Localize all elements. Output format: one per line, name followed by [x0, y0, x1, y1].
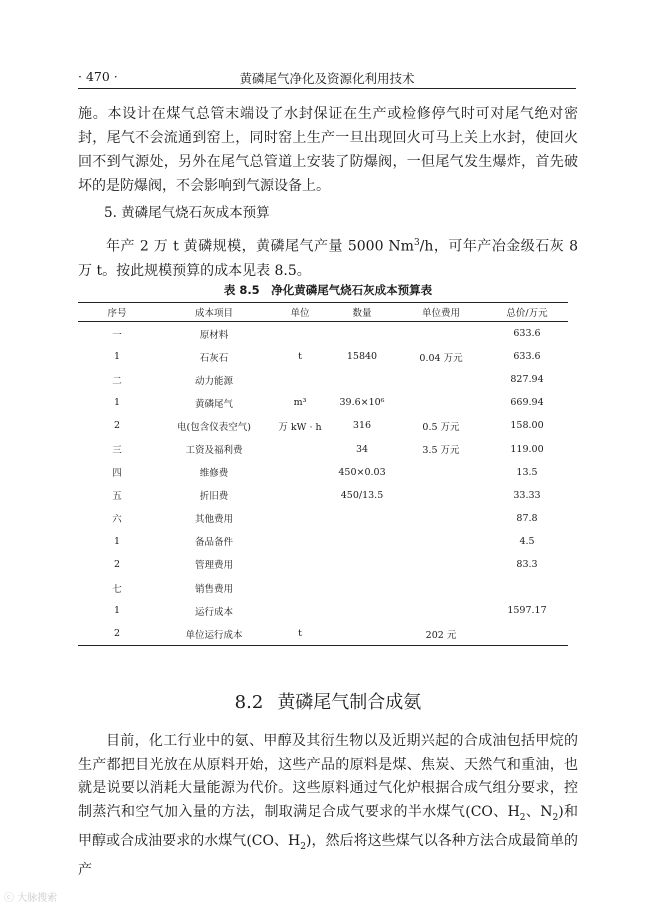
section-number: 8.2: [234, 692, 264, 713]
table-cell: 黄磷尾气: [194, 398, 233, 410]
subscript: 2: [552, 812, 559, 823]
table-row: [78, 414, 568, 437]
table-cell: 450/13.5: [340, 489, 384, 501]
paragraph-text: 、N: [525, 803, 553, 820]
table-cell: [272, 484, 328, 507]
superscript: 3: [413, 238, 420, 248]
table-cell: 633.6: [513, 328, 541, 340]
table-cell: [272, 322, 328, 346]
column-header: 序号: [78, 303, 156, 322]
table-cell: 1: [113, 351, 121, 363]
table-cell: 四: [112, 468, 122, 480]
table-cell: [396, 461, 486, 484]
table-cell: [328, 322, 396, 346]
table-row: [78, 507, 568, 530]
table-cell: 二: [112, 375, 122, 387]
table-cell: [272, 368, 328, 391]
table-cell: [396, 530, 486, 553]
table-cell: 六: [112, 514, 122, 526]
table-cell: 827.94: [510, 374, 544, 386]
table-cell: 万 kW · h: [278, 421, 322, 433]
column-header: 总价/万元: [486, 303, 568, 322]
table-cell: 39.6×10⁶: [339, 397, 385, 409]
table-cell: 工资及福利费: [185, 445, 243, 457]
table-cell: 其他费用: [194, 514, 233, 526]
table-row: [78, 345, 568, 368]
table-cell: 87.8: [516, 512, 538, 524]
table-cell: 202 元: [425, 629, 457, 641]
table-cell: [272, 576, 328, 599]
table-cell: 633.6: [513, 351, 541, 363]
table-row: [78, 368, 568, 391]
table-cell: 单位运行成本: [185, 629, 243, 641]
table-cell: 七: [112, 583, 122, 595]
table-cell: 折旧费: [199, 491, 229, 503]
table-row: [78, 622, 568, 646]
table-cell: [272, 530, 328, 553]
table-cell: 1: [113, 535, 121, 547]
table-cell: 销售费用: [194, 583, 233, 595]
table-cell: 五: [112, 491, 122, 503]
table-cell: 13.5: [516, 466, 538, 478]
table-cell: 2: [113, 420, 121, 432]
table-body: [78, 322, 568, 646]
column-header: 单位: [272, 303, 328, 322]
table-row: [78, 484, 568, 507]
table-header-row: [78, 303, 568, 322]
table-cell: t: [298, 628, 302, 640]
column-header: 成本项目: [156, 303, 272, 322]
table-cell: 316: [352, 420, 372, 432]
table-cell: [328, 553, 396, 576]
table-cell: [486, 576, 568, 599]
table-row: [78, 437, 568, 460]
table-cell: [396, 484, 486, 507]
table-row: [78, 461, 568, 484]
table-cell: 450×0.03: [338, 466, 386, 478]
table-cell: 备品备件: [194, 537, 233, 549]
table-cell: 15840: [346, 351, 378, 363]
table-cell: [272, 599, 328, 622]
paragraph-text: /h，可年产冶金级石灰 8 万 t。按此规模预算的成本见表 8.5。: [78, 238, 579, 279]
final-paragraph: [78, 730, 578, 883]
table-cell: 0.04 万元: [419, 352, 463, 364]
table-cell: [396, 391, 486, 414]
table-cell: 3.5 万元: [422, 445, 460, 457]
table-cell: [396, 599, 486, 622]
intro-paragraph: 施。本设计在煤气总管末端设了水封保证在生产或检修停气时可对尾气绝对密封，尾气不会流通到窑上，同时窑上生产一旦出现回火可马上关上水封，使回火回不到气源处，另外在尾气总管道上安装了防爆阀，一但尾气发生爆炸，首先破坏的是防爆阀，不会影响到气源设备上。: [78, 106, 578, 194]
page-number: · 470 ·: [78, 69, 118, 84]
running-header: [78, 66, 576, 89]
table-row: [78, 599, 568, 622]
table-cell: 34: [355, 443, 369, 455]
table-cell: [396, 368, 486, 391]
table-cell: 2: [113, 628, 121, 640]
table-row: [78, 553, 568, 576]
table-cell: [396, 576, 486, 599]
table-cell: 119.00: [510, 443, 544, 455]
table-cell: [328, 530, 396, 553]
table-cell: [396, 507, 486, 530]
table-cell: 三: [112, 445, 122, 457]
column-header: 数量: [328, 303, 396, 322]
table-cell: 一: [112, 329, 122, 341]
table-cell: 83.3: [516, 558, 538, 570]
subsection-heading: 5. 黄磷尾气烧石灰成本预算: [104, 205, 270, 221]
table-cell: [486, 622, 568, 646]
table-cell: [328, 576, 396, 599]
table-cell: t: [298, 351, 302, 363]
table-cell: [396, 322, 486, 346]
table-cell: [328, 368, 396, 391]
section-heading: [78, 688, 578, 714]
table-cell: 1: [113, 397, 121, 409]
table-cell: 0.5 万元: [422, 421, 460, 433]
table-cell: 33.33: [513, 489, 541, 501]
cost-budget-table: [78, 302, 568, 646]
table-cell: 2: [113, 558, 121, 570]
table-cell: 石灰石: [199, 352, 229, 364]
table-cell: 运行成本: [194, 606, 233, 618]
table-row: [78, 322, 568, 346]
table-cell: 4.5: [519, 535, 535, 547]
table-cell: [272, 507, 328, 530]
table-cell: 电(包含仪表空气): [177, 421, 251, 433]
table-caption: 表 8.5 净化黄磷尾气烧石灰成本预算表: [223, 283, 433, 297]
subsection-paragraph: [78, 231, 578, 283]
watermark: ⓒ 大脉搜索: [4, 893, 58, 904]
table-cell: 1597.17: [507, 605, 547, 617]
table-cell: 管理费用: [194, 560, 233, 572]
section-title-text: 黄磷尾气制合成氨: [277, 692, 422, 713]
subscript: 2: [519, 812, 526, 823]
table-row: [78, 530, 568, 553]
running-title: 黄磷尾气净化及资源化利用技术: [239, 71, 415, 86]
table-cell: 维修费: [199, 468, 229, 480]
column-header: 单位费用: [396, 303, 486, 322]
table-cell: 动力能源: [194, 375, 233, 387]
paragraph-text: 目前，化工行业中的氨、甲醇及其衍生物以及近期兴起的合成油包括甲烷的生产都把目光放在从原料开始，这些产品的原料是煤、焦炭、天然气和重油，也就是说要以消耗大量能源为代价。这些原料通过气化炉根据合成气组分要求，控制蒸汽和空气加入量的方法，制取满足合成气要求的半水煤气(CO、H: [78, 733, 578, 820]
table-cell: [272, 461, 328, 484]
table-cell: [328, 599, 396, 622]
table-cell: [328, 507, 396, 530]
table-row: [78, 576, 568, 599]
table-cell: [396, 553, 486, 576]
subscript: 2: [300, 841, 306, 852]
table-cell: 158.00: [510, 420, 544, 432]
table-cell: m³: [293, 397, 307, 409]
table-cell: [272, 553, 328, 576]
table-cell: 原材料: [199, 329, 229, 341]
paragraph-text: )和甲醇或合成油要求的水煤气(CO、H: [78, 803, 579, 849]
table-cell: 1: [113, 605, 121, 617]
paragraph-text: )，然后将这些煤气以各种方法合成最简单的产: [78, 832, 578, 879]
table-cell: [328, 622, 396, 646]
paragraph-text: 年产 2 万 t 黄磷规模，黄磷尾气产量 5000 Nm: [106, 238, 414, 255]
table-cell: [272, 437, 328, 460]
table-row: [78, 391, 568, 414]
table-cell: 669.94: [510, 397, 544, 409]
